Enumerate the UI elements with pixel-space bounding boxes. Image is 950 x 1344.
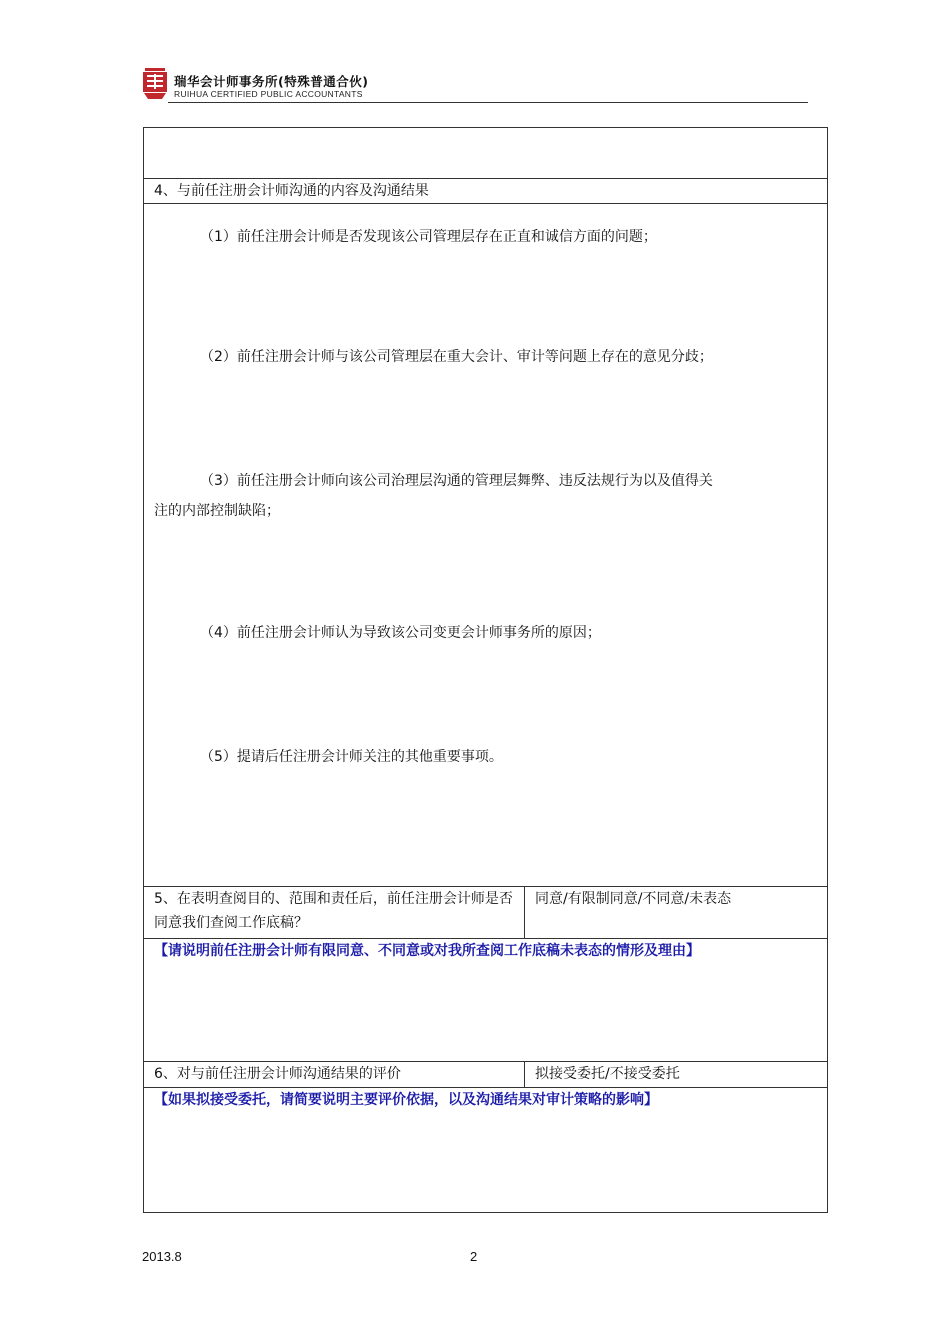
section4-item-2: （2）前任注册会计师与该公司管理层在重大会计、审计等问题上存在的意见分歧； [200,349,713,365]
section4-item-1: （1）前任注册会计师是否发现该公司管理层存在正直和诚信方面的问题； [200,229,657,245]
section6-note-cell[interactable] [144,1088,828,1213]
table-row [144,1062,828,1088]
section6-options[interactable]: 拟接受委托/不接受委托 [525,1062,828,1088]
table-row [144,204,828,887]
table-row [144,128,828,179]
section5-note: 【请说明前任注册会计师有限同意、不同意或对我所查阅工作底稿未表态的情形及理由】 [154,943,700,959]
table-row [144,1088,828,1213]
section4-content-cell[interactable] [144,204,828,887]
section4-title: 4、与前任注册会计师沟通的内容及沟通结果 [144,179,828,204]
section6-question: 6、对与前任注册会计师沟通结果的评价 [144,1062,525,1088]
section5-question: 5、在表明查阅目的、范围和责任后，前任注册会计师是否同意我们查阅工作底稿？ [144,887,525,939]
section4-item-3: （3）前任注册会计师向该公司治理层沟通的管理层舞弊、违反法规行为以及值得关 [200,473,713,489]
firm-name-cn: 瑞华会计师事务所(特殊普通合伙) [174,74,369,89]
ruihua-logo-icon [142,66,168,100]
section4-item-5: （5）提请后任注册会计师关注的其他重要事项。 [200,749,503,765]
section5-note-cell[interactable] [144,939,828,1062]
table-row [144,179,828,204]
section5-options[interactable]: 同意/有限制同意/不同意/未表态 [525,887,828,939]
page-number: 2 [470,1249,478,1264]
table-row [144,887,828,939]
header-rule [168,102,808,103]
continued-cell[interactable] [144,128,828,179]
section4-item-4: （4）前任注册会计师认为导致该公司变更会计师事务所的原因； [200,625,601,641]
firm-name-en: RUIHUA CERTIFIED PUBLIC ACCOUNTANTS [174,89,363,99]
footer-date: 2013.8 [142,1249,182,1264]
section6-note: 【如果拟接受委托，请简要说明主要评价依据，以及沟通结果对审计策略的影响】 [154,1092,658,1108]
table-row [144,939,828,1062]
communication-form-table [143,127,828,1213]
section4-item-3-cont: 注的内部控制缺陷； [154,503,280,519]
page-header [142,66,807,104]
